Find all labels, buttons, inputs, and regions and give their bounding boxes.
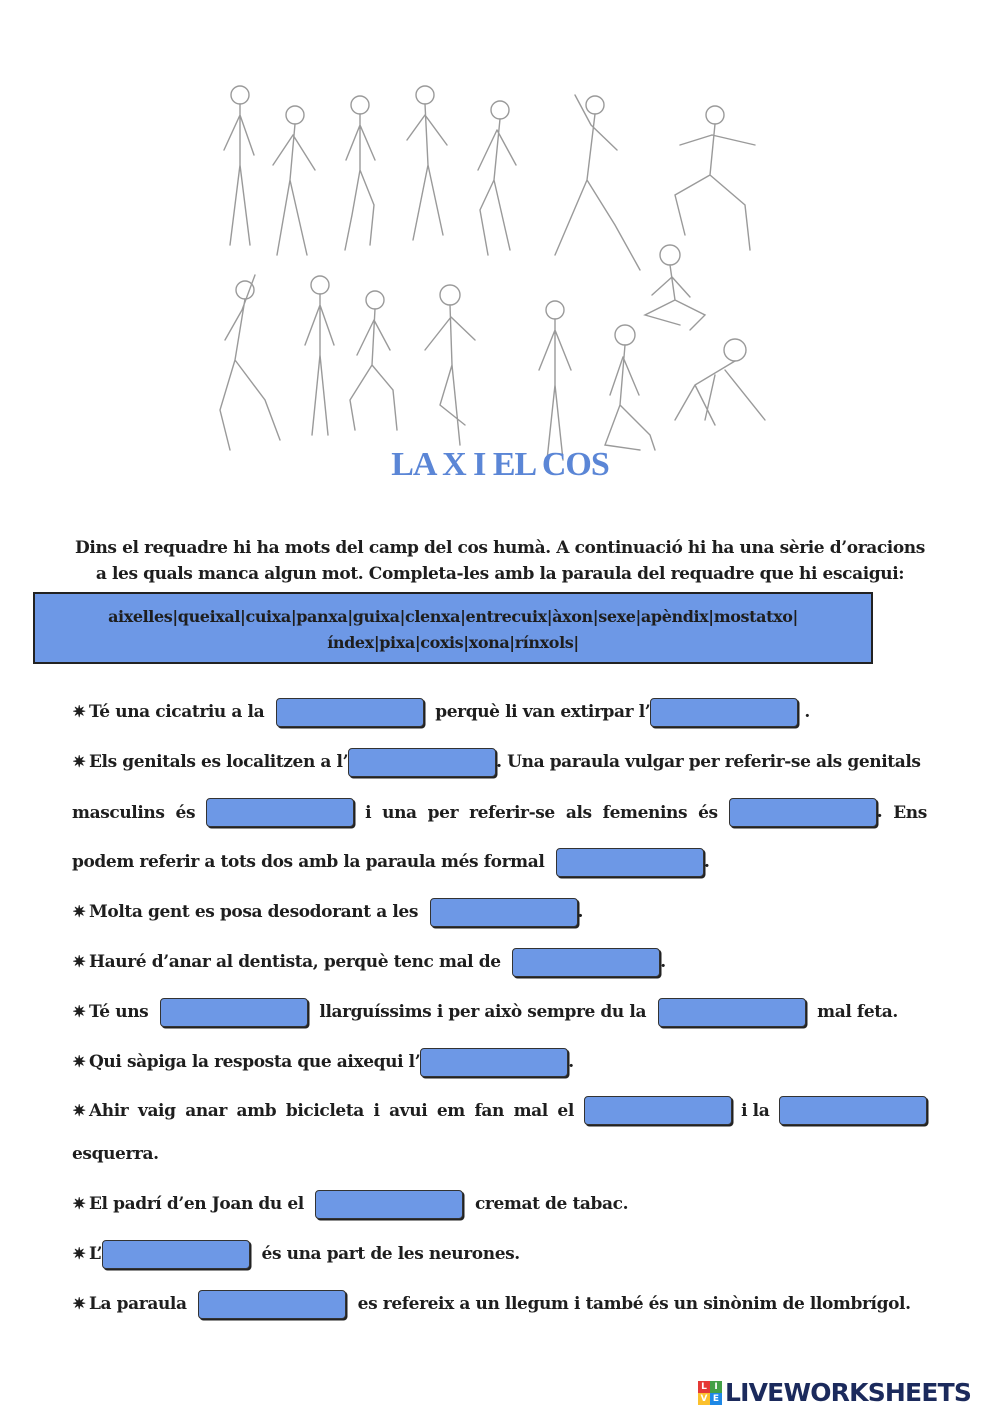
- sentence-text: .: [660, 952, 666, 972]
- bullet-icon: ✷: [72, 702, 86, 721]
- word: és: [175, 802, 196, 823]
- word: mal: [513, 1100, 548, 1121]
- sentence-2-line-2: [72, 798, 927, 827]
- sentence-text: podem referir a tots dos amb la paraula més formal: [72, 852, 545, 872]
- answer-blank-9[interactable]: [160, 998, 308, 1027]
- answer-blank-6[interactable]: [556, 848, 704, 877]
- sentence-1: [72, 698, 810, 727]
- sentence-text: .: [804, 702, 810, 722]
- word-bank-line-2: índex|pixa|coxis|xona|rínxols|: [327, 633, 579, 652]
- bullet-icon: ✷: [72, 752, 86, 771]
- worksheet-title: LA X I EL COS: [391, 446, 609, 483]
- answer-blank-4[interactable]: [206, 798, 354, 827]
- sentence-text: es refereix a un llegum i també és un sinònim de llombrígol.: [357, 1294, 911, 1314]
- sentence-text: .: [568, 1052, 574, 1072]
- sentence-2-line-3: [72, 848, 709, 877]
- sentence-text: Té uns: [89, 1002, 149, 1022]
- word: i: [365, 802, 372, 823]
- answer-blank-11[interactable]: [420, 1048, 568, 1077]
- sentence-text: mal feta.: [817, 1002, 898, 1022]
- figure-sketch: [555, 95, 640, 270]
- logo-letter: I: [710, 1381, 722, 1393]
- figure-sketch: [478, 101, 516, 255]
- word: bicicleta: [285, 1100, 364, 1121]
- word: Ens: [893, 802, 927, 823]
- figure-sketch: [675, 339, 765, 425]
- answer-blank-16[interactable]: [198, 1290, 346, 1319]
- figure-sketch: [407, 86, 447, 240]
- answer-blank-8[interactable]: [512, 948, 660, 977]
- bullet-icon: ✷: [72, 1052, 86, 1071]
- figure-sketch: [350, 291, 397, 430]
- sentence-text: L’: [89, 1244, 102, 1264]
- sentence-text: .: [577, 902, 584, 922]
- figure-sketch: [273, 106, 315, 255]
- figure-sketch: [345, 96, 375, 250]
- bullet-group: [72, 1099, 128, 1123]
- sentence-8: [72, 1190, 628, 1219]
- bullet-icon: ✷: [72, 1100, 86, 1120]
- sentence-4: [72, 948, 666, 977]
- word: avui: [389, 1100, 428, 1121]
- sentence-7-line-1: [72, 1096, 927, 1125]
- figure-sketches-illustration: [200, 85, 800, 470]
- word: vaig: [137, 1100, 176, 1121]
- sentence-text: Hauré d’anar al dentista, perquè tenc mal de: [89, 952, 501, 972]
- word: una: [382, 802, 417, 823]
- answer-blank-3[interactable]: [348, 748, 496, 777]
- bullet-icon: ✷: [72, 1244, 86, 1263]
- word: referir-se: [469, 802, 555, 823]
- word: masculins: [72, 802, 165, 823]
- sentence-text: és una part de les neurones.: [261, 1244, 520, 1264]
- word: és: [698, 802, 718, 823]
- answer-blank-7[interactable]: [430, 898, 578, 927]
- sentence-text: Molta gent es posa desodorant a les: [89, 902, 418, 922]
- bullet-icon: ✷: [72, 1294, 86, 1313]
- figure-sketch: [220, 275, 280, 450]
- sentence-text: La paraula: [89, 1294, 187, 1314]
- logo-mark-icon: [698, 1381, 722, 1405]
- figure-sketch: [605, 325, 655, 450]
- sentence-text: llarguíssims i per això sempre du la: [319, 1002, 647, 1022]
- word: als: [565, 802, 592, 823]
- sentence-text: perquè li van extirpar l’: [435, 702, 651, 722]
- word: amb: [236, 1100, 277, 1121]
- word: fan: [474, 1100, 504, 1121]
- figure-sketch: [645, 245, 705, 330]
- sentence-3: [72, 898, 583, 927]
- figure-sketch: [675, 106, 755, 250]
- answer-blank-13[interactable]: [779, 1096, 927, 1125]
- logo-letter: E: [710, 1393, 722, 1405]
- sentence-text: esquerra.: [72, 1144, 159, 1164]
- figure-sketch: [224, 86, 254, 245]
- sentence-text: Qui sàpiga la resposta que aixequi l’: [89, 1052, 421, 1072]
- logo-letter: L: [698, 1381, 710, 1393]
- blank-group: [729, 798, 883, 827]
- sentence-9: [72, 1240, 520, 1269]
- word: Ahir: [89, 1100, 129, 1121]
- word: anar: [185, 1100, 227, 1121]
- sentence-5: [72, 998, 898, 1027]
- instructions-line-2: a les quals manca algun mot. Completa-les amb la paraula del requadre que hi escaigui:: [95, 564, 905, 584]
- sentence-text: El padrí d’en Joan du el: [89, 1194, 304, 1214]
- sentence-2-line-1: [72, 748, 921, 777]
- sentence-text: .: [703, 852, 710, 872]
- sentence-7-line-2: [72, 1142, 159, 1166]
- figure-sketch: [425, 285, 475, 445]
- bullet-icon: ✷: [72, 1002, 86, 1021]
- word-bank-line-1: aixelles|queixal|cuixa|panxa|guixa|clenxa|entrecuix|àxon|sexe|apèndix|mostatxo|: [108, 607, 798, 626]
- answer-blank-12[interactable]: [584, 1096, 732, 1125]
- answer-blank-1[interactable]: [276, 698, 424, 727]
- answer-blank-5[interactable]: [729, 798, 877, 827]
- sentence-text: Els genitals es localitzen a l’: [89, 752, 349, 772]
- instructions-line-1: Dins el requadre hi ha mots del camp del cos humà. A continuació hi ha una sèrie d’oracions: [75, 538, 925, 558]
- sentence-text: cremat de tabac.: [474, 1194, 629, 1214]
- word: i la: [741, 1100, 770, 1121]
- answer-blank-14[interactable]: [315, 1190, 463, 1219]
- bullet-icon: ✷: [72, 902, 86, 921]
- liveworksheets-logo[interactable]: [698, 1378, 971, 1407]
- instructions: [55, 535, 945, 587]
- figure-sketch: [539, 301, 571, 460]
- bullet-icon: ✷: [72, 1194, 86, 1213]
- sentence-6: [72, 1048, 574, 1077]
- answer-blank-10[interactable]: [658, 998, 806, 1027]
- word: em: [436, 1100, 465, 1121]
- sentence-10: [72, 1290, 911, 1319]
- sentence-text: Té una cicatriu a la: [89, 702, 265, 722]
- word: i: [373, 1100, 380, 1121]
- word: .: [876, 802, 883, 822]
- word: per: [427, 802, 459, 823]
- answer-blank-15[interactable]: [102, 1240, 250, 1269]
- figure-sketch: [305, 276, 334, 435]
- word: femenins: [602, 802, 688, 823]
- bullet-icon: ✷: [72, 952, 86, 971]
- logo-letter: V: [698, 1393, 710, 1405]
- sentence-text: . Una paraula vulgar per referir-se als genitals: [496, 752, 921, 772]
- answer-blank-2[interactable]: [650, 698, 798, 727]
- word-bank: [33, 592, 873, 664]
- word: el: [557, 1100, 574, 1121]
- logo-text: LIVEWORKSHEETS: [725, 1378, 972, 1407]
